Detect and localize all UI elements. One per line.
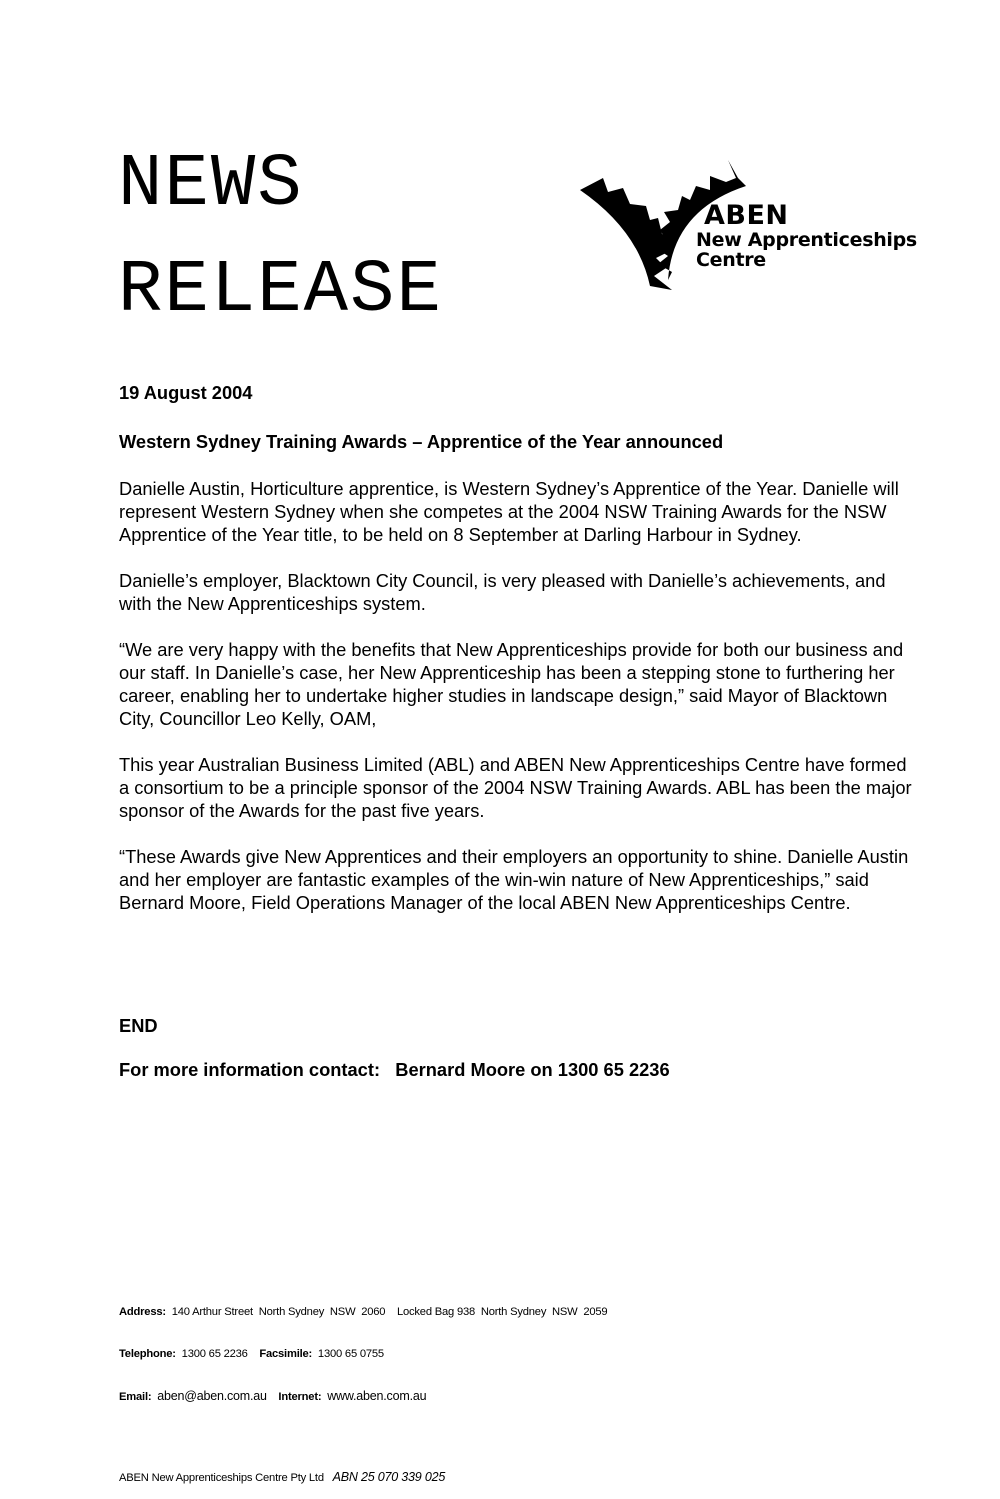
footer-phone-row — [119, 1347, 607, 1361]
footer-address-row — [119, 1305, 607, 1319]
paragraph-5: “These Awards give New Apprentices and their employers an opportunity to shine. Danielle Austin and her employer are fantastic examples of the win-win nature of New Apprenticeships,” said Bernard Moore, Field Operations Manager of the local ABEN New Apprenticeships Centre. — [119, 846, 909, 913]
release-date: 19 August 2004 — [119, 382, 253, 403]
internet-label: Internet: — [278, 1391, 322, 1403]
footer-email-row — [119, 1389, 607, 1404]
company-name: ABEN New Apprenticeships Centre Pty Ltd — [119, 1472, 324, 1484]
title-line-news: NEWS — [118, 143, 304, 227]
contact-value: Bernard Moore on 1300 65 2236 — [395, 1059, 670, 1080]
paragraph-3: “We are very happy with the benefits that New Apprenticeships provide for both our business and our staff. In Danielle’s case, her New Apprenticeship has been a stepping stone to furthering her career, enabling her to undertake higher studies in landscape design,” said Mayor of Blacktown City, Councillor Leo Kelly, OAM, — [119, 639, 904, 729]
logo-name: ABEN — [704, 200, 789, 231]
telephone-label: Telephone: — [119, 1348, 176, 1360]
title-line-release: RELEASE — [118, 249, 443, 333]
contact-line — [119, 1058, 670, 1081]
logo-wordmark — [696, 202, 917, 270]
end-marker: END — [119, 1015, 158, 1036]
telephone-value: 1300 65 2236 — [181, 1348, 248, 1360]
logo-subtitle-line2: Centre — [696, 249, 766, 271]
logo-subtitle-line1: New Apprenticeships — [696, 229, 917, 251]
footer-spacer — [119, 1432, 607, 1442]
aben-logo — [578, 160, 923, 295]
email-label: Email: — [119, 1391, 152, 1403]
address-label: Address: — [119, 1306, 166, 1318]
email-link[interactable]: aben@aben.com.au — [157, 1389, 267, 1403]
page-title — [118, 132, 443, 344]
paragraph-2: Danielle’s employer, Blacktown City Council, is very pleased with Danielle’s achievements, and with the New Apprenticeships system. — [119, 570, 886, 614]
article-body — [119, 381, 919, 937]
footer-company-row — [119, 1470, 607, 1485]
paragraph-1: Danielle Austin, Horticulture apprentice, is Western Sydney’s Apprentice of the Year. Danielle will represent Western Sydney when she competes at the 2004 NSW Training Awards for the NSW Apprentice of the Year title, to be held on 8 September at Darling Harbour in Sydney. — [119, 478, 899, 545]
abn-number: ABN 25 070 339 025 — [332, 1470, 446, 1484]
facsimile-label: Facsimile: — [259, 1348, 313, 1360]
address-value: 140 Arthur Street North Sydney NSW 2060 Locked Bag 938 North Sydney NSW 2059 — [171, 1306, 608, 1318]
contact-label: For more information contact: — [119, 1059, 381, 1080]
paragraph-4: This year Australian Business Limited (ABL) and ABEN New Apprenticeships Centre have formed a consortium to be a principle sponsor of the 2004 NSW Training Awards. ABL has been the major sponsor of the Awards for the past five years. — [119, 754, 912, 821]
facsimile-value: 1300 65 0755 — [317, 1348, 384, 1360]
website-link[interactable]: www.aben.com.au — [327, 1389, 427, 1403]
footer — [119, 1277, 607, 1499]
headline: Western Sydney Training Awards – Apprentice of the Year announced — [119, 431, 724, 452]
